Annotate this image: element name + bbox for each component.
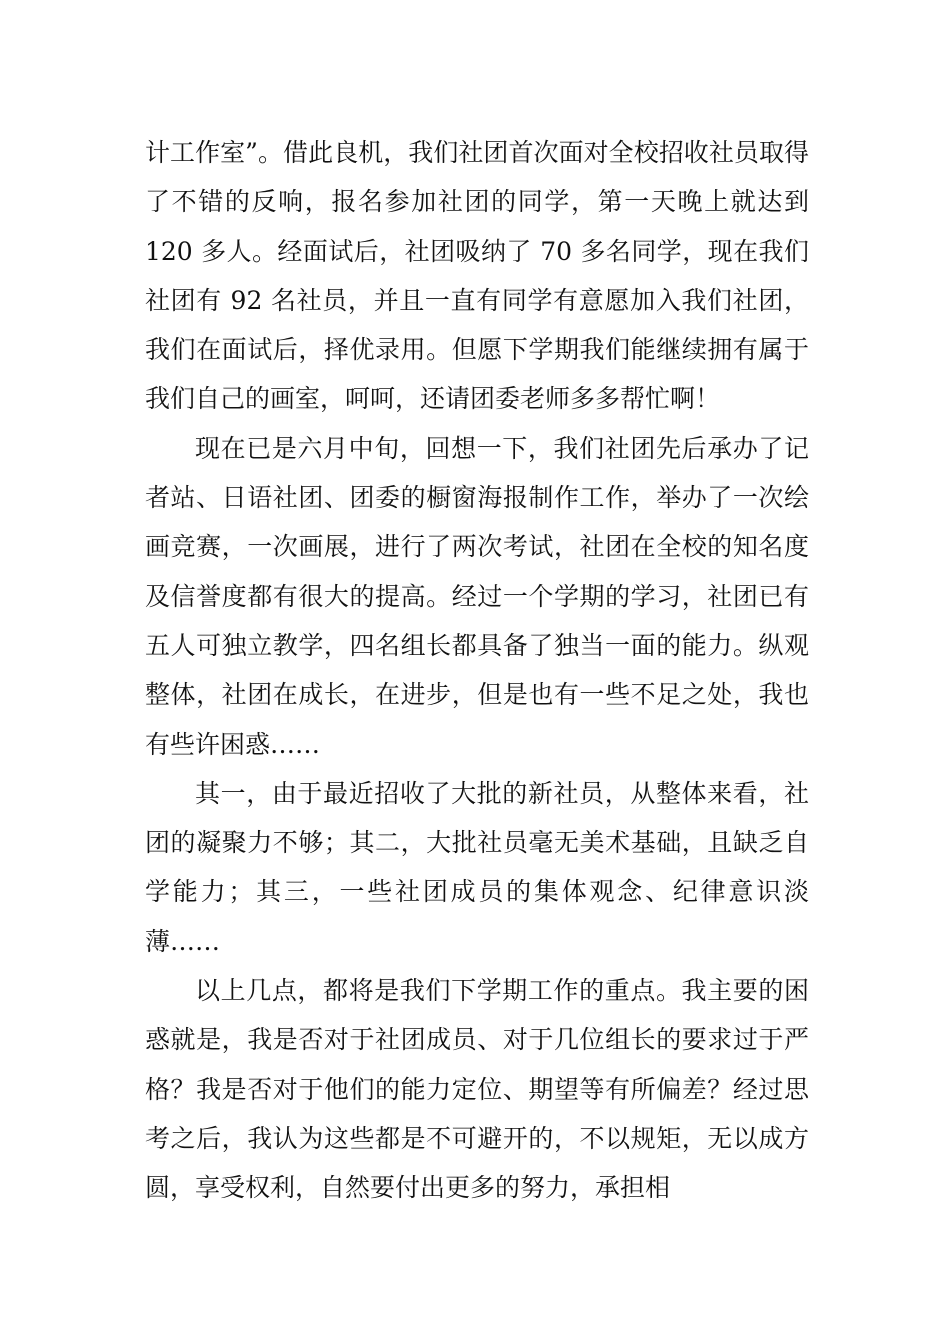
paragraph-continuation: 计工作室”。借此良机，我们社团首次面对全校招收社员取得了不错的反响，报名参加社团的同学，第一天晚上就达到 120 多人。经面试后，社团吸纳了 70 多名同学，现在我们社团有 92 名社员，并且一直有同学有意愿加入我们社团，我们在面试后，择优录用。但愿下学期我们能继续拥有属于我们自己的画室，呵呵，还请团委老师多多帮忙啊！ bbox=[145, 138, 809, 414]
paragraph-reflection: 以上几点，都将是我们下学期工作的重点。我主要的困惑就是，我是否对于社团成员、对于几位组长的要求过于严格？我是否对于他们的能力定位、期望等有所偏差？经过思考之后，我认为这些都是不可避开的，不以规矩，无以成方圆，享受权利，自然要付出更多的努力，承担相 bbox=[145, 976, 809, 1203]
paragraph-problems: 其一，由于最近招收了大批的新社员，从整体来看，社团的凝聚力不够；其二，大批社员毫无美术基础，且缺乏自学能力；其三，一些社团成员的集体观念、纪律意识淡薄…… bbox=[145, 778, 809, 956]
paragraph-progress: 现在已是六月中旬，回想一下，我们社团先后承办了记者站、日语社团、团委的橱窗海报制作工作，举办了一次绘画竞赛，一次画展，进行了两次考试，社团在全校的知名度及信誉度都有很大的提高。经过一个学期的学习，社团已有五人可独立教学，四名组长都具备了独当一面的能力。纵观整体，社团在成长，在进步，但是也有一些不足之处，我也有些许困惑…… bbox=[145, 433, 809, 759]
document-body bbox=[145, 128, 809, 1213]
